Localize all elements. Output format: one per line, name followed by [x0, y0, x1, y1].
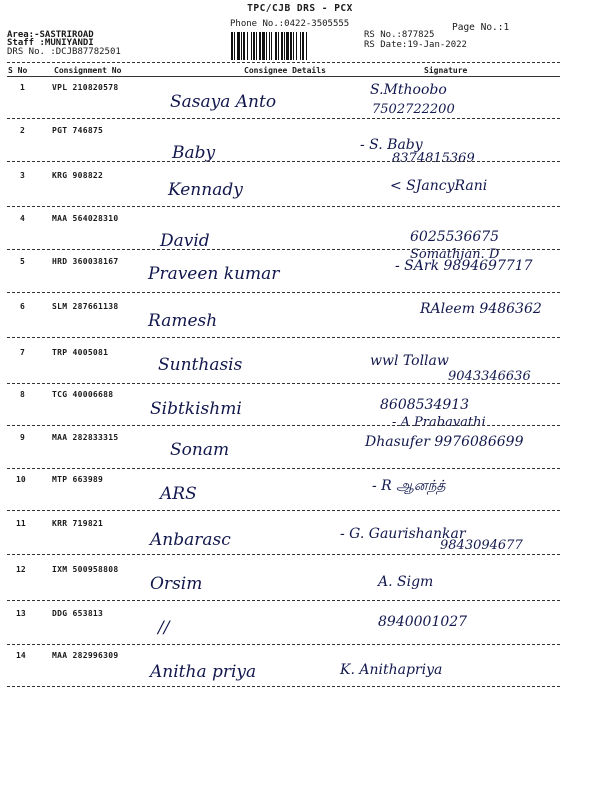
- consignee-name: Anbarasc: [150, 530, 231, 550]
- col-consignee: Consignee Details: [244, 66, 326, 75]
- signature: 8608534913: [380, 397, 470, 413]
- signature: A. Sigm: [378, 574, 434, 590]
- row-divider: [7, 118, 560, 119]
- row-divider: [7, 249, 560, 250]
- row-serial: 2: [20, 126, 25, 135]
- col-consignment: Consignment No: [54, 66, 122, 75]
- consignment-number: VPL 210820578: [52, 83, 119, 92]
- consignment-number: MAA 282833315: [52, 433, 119, 442]
- rs-date: RS Date:19-Jan-2022: [364, 40, 467, 50]
- row-divider: [7, 292, 560, 293]
- consignment-number: KRR 719821: [52, 519, 104, 528]
- signature: RAleem 9486362: [420, 301, 542, 317]
- consignment-number: MTP 663989: [52, 475, 104, 484]
- staff-label: Staff :MUNIYANDI: [7, 38, 94, 48]
- row-divider: [7, 468, 560, 469]
- rs-number: RS No.:877825: [364, 30, 435, 40]
- signature: < SJancyRani: [390, 178, 488, 194]
- drs-number: DRS No. :DCJB87782501: [7, 47, 121, 57]
- row-serial: 13: [16, 609, 26, 618]
- signature-note: 9043346636: [448, 369, 531, 384]
- phone-number: Phone No.:0422-3505555: [230, 19, 350, 29]
- consignment-number: HRD 360038167: [52, 257, 119, 266]
- area-label: Area:-SASTRIROAD: [7, 30, 94, 40]
- divider: [7, 62, 560, 63]
- row-serial: 4: [20, 214, 25, 223]
- consignee-name: Praveen kumar: [148, 264, 280, 284]
- signature-note: Somathjan. D: [410, 247, 500, 262]
- consignment-number: DDG 653813: [52, 609, 104, 618]
- signature: 8940001027: [378, 614, 468, 630]
- signature: wwl Tollaw: [370, 353, 449, 369]
- consignee-name: Ramesh: [148, 311, 218, 331]
- row-serial: 10: [16, 475, 26, 484]
- page-number: Page No.:1: [452, 22, 510, 33]
- row-divider: [7, 161, 560, 162]
- consignee-name: Sasaya Anto: [170, 92, 277, 112]
- signature: - G. Gaurishankar: [340, 526, 466, 542]
- row-serial: 12: [16, 565, 26, 574]
- row-divider: [7, 206, 560, 207]
- consignee-name: //: [158, 618, 170, 638]
- row-divider: [7, 510, 560, 511]
- row-serial: 11: [16, 519, 26, 528]
- consignee-name: ARS: [160, 484, 197, 504]
- signature: - SArk 9894697717: [395, 258, 533, 274]
- signature-note: - A Prabavathi: [392, 415, 486, 430]
- consignment-number: IXM 500958808: [52, 565, 119, 574]
- signature-note: 8374815369: [392, 151, 475, 166]
- row-serial: 9: [20, 433, 25, 442]
- signature: - R ஆனந்த்: [372, 478, 446, 494]
- signature: 6025536675: [410, 229, 500, 245]
- consignee-name: Orsim: [150, 574, 203, 594]
- col-signature: Signature: [424, 66, 468, 75]
- row-serial: 3: [20, 171, 25, 180]
- barcode: [230, 31, 360, 61]
- col-sno: S No: [8, 66, 28, 75]
- signature: S.Mthoobo: [370, 82, 447, 98]
- row-divider: [7, 554, 560, 555]
- consignee-name: Baby: [172, 143, 216, 163]
- consignee-name: Sonam: [170, 440, 230, 460]
- row-divider: [7, 425, 560, 426]
- consignment-number: TCG 40006688: [52, 390, 114, 399]
- signature: Dhasufer 9976086699: [365, 434, 524, 450]
- row-divider: [7, 337, 560, 338]
- consignee-name: Kennady: [168, 180, 243, 200]
- signature-note: 7502722200: [372, 102, 455, 117]
- row-divider: [7, 600, 560, 601]
- row-serial: 8: [20, 390, 25, 399]
- consignee-name: David: [160, 231, 210, 251]
- consignee-name: Sunthasis: [158, 355, 243, 375]
- row-serial: 14: [16, 651, 26, 660]
- document-title: TPC/CJB DRS - PCX: [247, 3, 353, 14]
- row-divider: [7, 644, 560, 645]
- consignment-number: MAA 564028310: [52, 214, 119, 223]
- signature: - S. Baby: [360, 137, 423, 153]
- consignment-number: TRP 4005081: [52, 348, 109, 357]
- consignment-number: PGT 746875: [52, 126, 104, 135]
- signature-note: 9843094677: [440, 538, 523, 553]
- consignee-name: Anitha priya: [150, 662, 257, 682]
- row-serial: 5: [20, 257, 25, 266]
- signature: K. Anithapriya: [340, 662, 443, 678]
- row-serial: 6: [20, 302, 25, 311]
- consignment-number: MAA 282996309: [52, 651, 119, 660]
- consignment-number: SLM 287661138: [52, 302, 119, 311]
- divider: [7, 76, 560, 77]
- consignee-name: Sibtkishmi: [150, 399, 242, 419]
- row-serial: 7: [20, 348, 25, 357]
- row-divider: [7, 383, 560, 384]
- consignment-number: KRG 908822: [52, 171, 104, 180]
- row-divider: [7, 686, 560, 687]
- row-serial: 1: [20, 83, 25, 92]
